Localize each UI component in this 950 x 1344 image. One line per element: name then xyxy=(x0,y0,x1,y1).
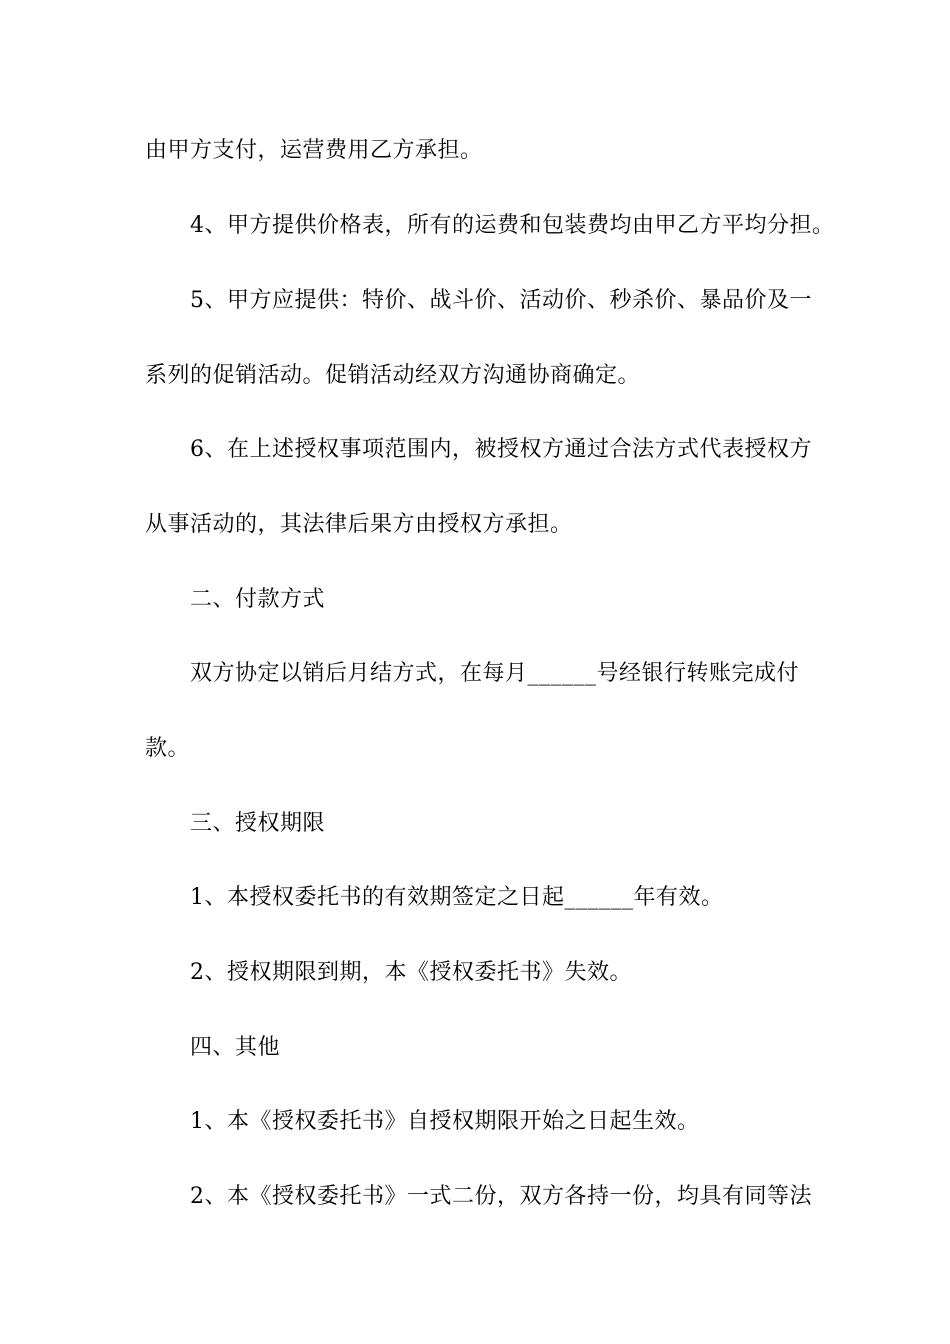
text-line-12: 2、授权期限到期，本《授权委托书》失效。 xyxy=(190,960,632,985)
text-line-1: 由甲方支付，运营费用乙方承担。 xyxy=(145,138,483,163)
text-line-3: 5、甲方应提供：特价、战斗价、活动价、秒杀价、暴品价及一 xyxy=(190,288,812,313)
text-line-15: 2、本《授权委托书》一式二份，双方各持一份，均具有同等法 xyxy=(190,1184,812,1209)
text-line-2: 4、甲方提供价格表，所有的运费和包装费均由甲乙方平均分担。 xyxy=(190,213,835,238)
text-line-9: 款。 xyxy=(145,736,191,761)
section-heading-term: 三、授权期限 xyxy=(190,811,326,836)
text-line-8: 双方协定以销后月结方式，在每月______号经银行转账完成付 xyxy=(190,661,800,686)
section-heading-payment: 二、付款方式 xyxy=(190,587,326,612)
text-line-14: 1、本《授权委托书》自授权期限开始之日起生效。 xyxy=(190,1109,700,1134)
text-line-4: 系列的促销活动。促销活动经双方沟通协商确定。 xyxy=(145,363,641,388)
section-heading-other: 四、其他 xyxy=(190,1035,281,1060)
text-line-6: 从事活动的，其法律后果方由授权方承担。 xyxy=(145,512,573,537)
text-line-11: 1、本授权委托书的有效期签定之日起______年有效。 xyxy=(190,885,724,910)
text-line-5: 6、在上述授权事项范围内，被授权方通过合法方式代表授权方 xyxy=(190,437,812,462)
